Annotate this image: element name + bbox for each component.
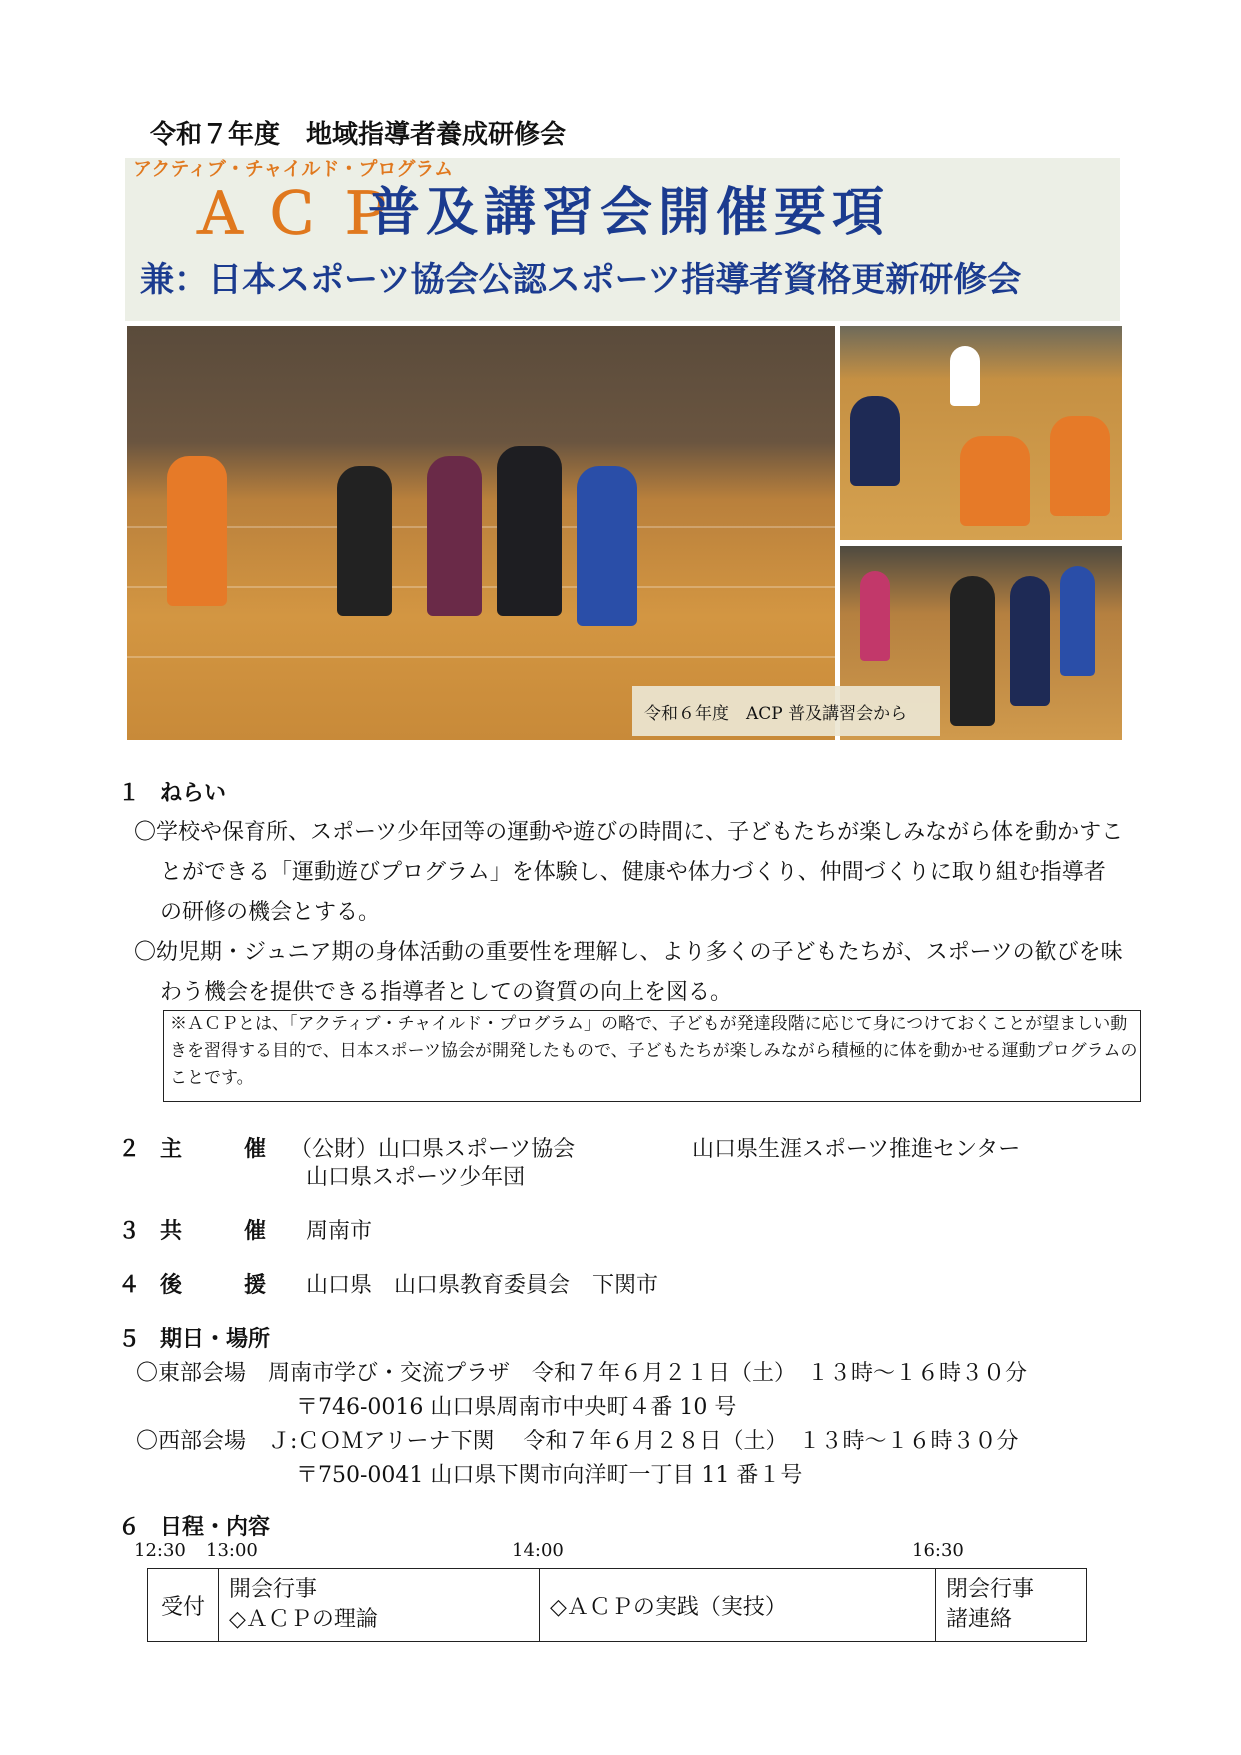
closing-label: 閉会行事 <box>946 1577 1035 1602</box>
schedule-table <box>147 1568 1087 1642</box>
time-1630: 16:30 <box>912 1540 964 1561</box>
time-1400: 14:00 <box>512 1540 564 1561</box>
section-3-number: ３ <box>118 1218 141 1244</box>
organizer-3: 山口県スポーツ少年団 <box>306 1165 526 1190</box>
cell-practice <box>540 1569 936 1642</box>
section-1-heading: ねらい <box>160 781 227 806</box>
section-6-number: ６ <box>118 1514 141 1540</box>
notices-label: 諸連絡 <box>946 1607 1013 1632</box>
section-6-heading: 日程・内容 <box>160 1515 271 1540</box>
cell-closing <box>936 1569 1087 1642</box>
section-2-label: 主 催 <box>160 1137 287 1162</box>
section-3-label: 共 催 <box>160 1219 287 1244</box>
section-5-heading: 期日・場所 <box>160 1327 271 1352</box>
aim-1-text: 〇学校や保育所、スポーツ少年団等の運動や遊びの時間に、子どもたちが楽しみながら体を動かすことができる「運動遊びプログラム」を体験し、健康や体力づくり、仲間づくりに取り組む指導者の研修の機会とする。 <box>134 820 1124 925</box>
organizer-1: （公財）山口県スポーツ協会 <box>290 1137 576 1162</box>
photo-top-right <box>840 326 1122 540</box>
section-4-label: 後 援 <box>160 1273 287 1298</box>
section-4-number: ４ <box>118 1272 141 1298</box>
opening-label: 開会行事 <box>229 1577 318 1602</box>
supporters: 山口県 山口県教育委員会 下関市 <box>306 1273 659 1298</box>
page-title: 普及講習会開催要項 <box>368 183 891 243</box>
section-1-number: １ <box>118 780 141 806</box>
reception-label: 受付 <box>160 1594 205 1620</box>
time-1300: 13:00 <box>206 1540 258 1561</box>
theory-label: ◇ＡＣＰの理論 <box>229 1607 378 1632</box>
cell-reception <box>148 1569 219 1642</box>
page-subtitle: 兼：日本スポーツ協会公認スポーツ指導者資格更新研修会 <box>140 260 1022 300</box>
acp-note: ※ＡＣＰとは、「アクティブ・チャイルド・プログラム」の略で、子どもが発達段階に応じて身につけておくことが望ましい動きを習得する目的で、日本スポーツ協会が開発したもので、子どもたちが楽しみながら積極的に体を動かせる運動プログラムのことです。 <box>170 1014 1138 1088</box>
organizer-2: 山口県生涯スポーツ推進センター <box>692 1137 1021 1162</box>
section-2-number: ２ <box>118 1136 141 1162</box>
east-venue: 〇東部会場 周南市学び・交流プラザ 令和７年６月２１日（土） １３時～１６時３０分 <box>136 1361 1028 1386</box>
west-venue: 〇西部会場 Ｊ:ＣＯＭアリーナ下関 令和７年６月２８日（土） １３時～１６時３０分 <box>136 1429 1019 1454</box>
co-organizer: 周南市 <box>306 1219 373 1244</box>
photo-main <box>127 326 835 740</box>
acp-acronym: ＡＣＰ <box>192 182 408 247</box>
west-venue-address: 〒750-0041 山口県下関市向洋町一丁目 11 番１号 <box>296 1463 803 1488</box>
acp-ruby: アクティブ・チャイルド・プログラム <box>133 158 454 180</box>
cell-opening-theory <box>219 1569 540 1642</box>
photo-caption: 令和６年度 ACP 普及講習会から <box>644 704 908 724</box>
aim-2 <box>134 933 1124 1013</box>
time-1230: 12:30 <box>134 1540 186 1561</box>
aim-1 <box>134 813 1124 933</box>
section-5-number: ５ <box>118 1326 141 1352</box>
pre-title: 令和７年度 地域指導者養成研修会 <box>150 120 567 150</box>
aim-2-text: 〇幼児期・ジュニア期の身体活動の重要性を理解し、より多くの子どもたちが、スポーツの歓びを味わう機会を提供できる指導者としての資質の向上を図る。 <box>134 940 1123 1005</box>
practice-label: ◇ＡＣＰの実践（実技） <box>550 1594 787 1620</box>
east-venue-address: 〒746-0016 山口県周南市中央町４番 10 号 <box>296 1395 737 1420</box>
